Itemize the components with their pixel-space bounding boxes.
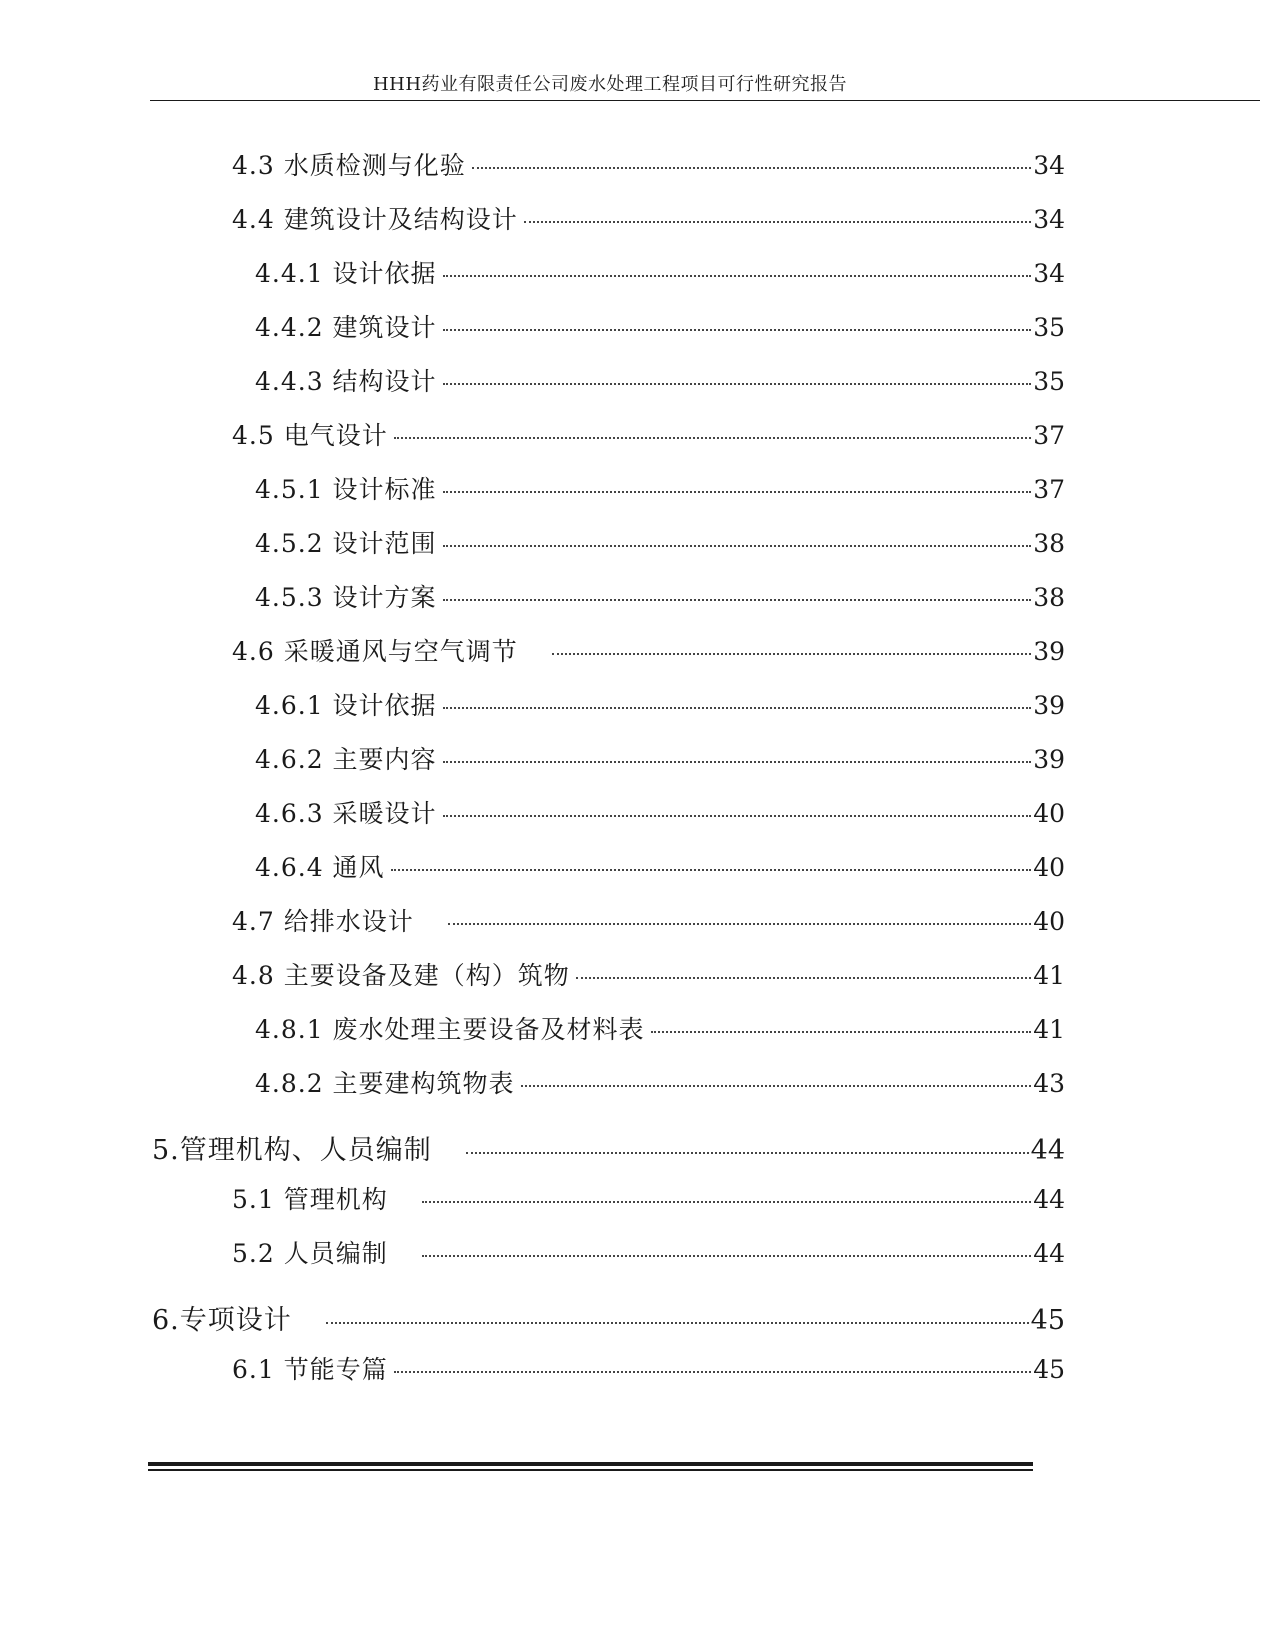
toc-entry[interactable] <box>232 1234 1065 1270</box>
toc-entry[interactable] <box>232 902 1065 938</box>
toc-dot-leader <box>448 923 1031 925</box>
toc-entry-page: 43 <box>1033 1069 1065 1098</box>
toc-entry-label: 6.1 节能专篇 <box>232 1355 388 1384</box>
toc-entry-page: 35 <box>1033 313 1065 342</box>
toc-entry-label: 4.5 电气设计 <box>232 421 388 450</box>
toc-dot-leader <box>521 1085 1032 1087</box>
toc-entry-label: 4.5.1 设计标准 <box>255 475 437 504</box>
toc-entry[interactable] <box>255 362 1065 398</box>
toc-entry-page: 38 <box>1033 583 1065 612</box>
toc-entry-label: 4.6.3 采暖设计 <box>255 799 437 828</box>
toc-entry-label: 4.4.3 结构设计 <box>255 367 437 396</box>
toc-entry-label: 5.管理机构、人员编制 <box>152 1135 432 1166</box>
toc-dot-leader <box>394 1371 1031 1373</box>
toc-entry[interactable] <box>232 200 1065 236</box>
toc-entry-label: 4.8.1 废水处理主要设备及材料表 <box>255 1015 645 1044</box>
toc-entry-label: 4.4 建筑设计及结构设计 <box>232 205 518 234</box>
toc-entry[interactable] <box>255 470 1065 506</box>
toc-entry-page: 41 <box>1033 1015 1065 1044</box>
toc-entry-page: 34 <box>1033 151 1065 180</box>
toc-dot-leader <box>422 1255 1031 1257</box>
footer-rule-thin <box>148 1469 1033 1471</box>
toc-entry[interactable] <box>255 1064 1065 1100</box>
toc-entry[interactable] <box>255 740 1065 776</box>
toc-entry-label: 4.4.1 设计依据 <box>255 259 437 288</box>
toc-entry-page: 39 <box>1033 691 1065 720</box>
toc-dot-leader <box>524 221 1031 223</box>
toc-entry[interactable] <box>255 524 1065 560</box>
toc-entry-page: 34 <box>1033 205 1065 234</box>
toc-entry[interactable] <box>255 1010 1065 1046</box>
toc-entry-label: 4.6.2 主要内容 <box>255 745 437 774</box>
toc-entry-page: 45 <box>1033 1355 1065 1384</box>
toc-entry[interactable] <box>232 416 1065 452</box>
toc-dot-leader <box>422 1201 1031 1203</box>
toc-entry[interactable] <box>232 1180 1065 1216</box>
toc-entry-label: 4.4.2 建筑设计 <box>255 313 437 342</box>
toc-dot-leader <box>443 707 1032 709</box>
document-title: HHH药业有限责任公司废水处理工程项目可行性研究报告 <box>372 74 848 95</box>
toc-entry-label: 4.5.3 设计方案 <box>255 583 437 612</box>
toc-entry-page: 37 <box>1033 475 1065 504</box>
toc-entry[interactable] <box>232 146 1065 182</box>
toc-dot-leader <box>391 869 1032 871</box>
toc-entry[interactable] <box>255 686 1065 722</box>
toc-entry-page: 40 <box>1033 907 1065 936</box>
toc-dot-leader <box>466 1152 1029 1154</box>
toc-dot-leader <box>443 275 1032 277</box>
toc-entry[interactable] <box>152 1128 1065 1167</box>
toc-dot-leader <box>443 761 1032 763</box>
toc-entry[interactable] <box>232 1350 1065 1386</box>
toc-dot-leader <box>443 491 1032 493</box>
toc-dot-leader <box>443 815 1032 817</box>
toc-entry[interactable] <box>152 1298 1065 1337</box>
toc-dot-leader <box>472 167 1031 169</box>
toc-entry-label: 4.6 采暖通风与空气调节 <box>232 637 518 666</box>
toc-entry-label: 4.5.2 设计范围 <box>255 529 437 558</box>
toc-entry-page: 41 <box>1033 961 1065 990</box>
toc-dot-leader <box>443 329 1032 331</box>
toc-entry-page: 35 <box>1033 367 1065 396</box>
toc-entry-page: 44 <box>1033 1239 1065 1268</box>
toc-entry-page: 37 <box>1033 421 1065 450</box>
toc-dot-leader <box>443 545 1032 547</box>
toc-dot-leader <box>443 599 1032 601</box>
toc-dot-leader <box>576 977 1031 979</box>
toc-entry-label: 6.专项设计 <box>152 1305 292 1336</box>
toc-entry-page: 34 <box>1033 259 1065 288</box>
toc-entry-label: 4.3 水质检测与化验 <box>232 151 466 180</box>
toc-entry[interactable] <box>232 956 1065 992</box>
toc-entry-page: 40 <box>1033 799 1065 828</box>
toc-dot-leader <box>394 437 1031 439</box>
toc-entry-page: 45 <box>1030 1305 1065 1336</box>
toc-entry-label: 4.6.1 设计依据 <box>255 691 437 720</box>
toc-entry-label: 5.1 管理机构 <box>232 1185 388 1214</box>
toc-entry[interactable] <box>255 848 1065 884</box>
toc-entry[interactable] <box>255 578 1065 614</box>
toc-entry-label: 4.7 给排水设计 <box>232 907 414 936</box>
toc-entry-label: 4.8 主要设备及建（构）筑物 <box>232 961 570 990</box>
toc-entry-page: 39 <box>1033 637 1065 666</box>
footer-rule <box>148 1462 1033 1466</box>
toc-entry-label: 4.6.4 通风 <box>255 853 385 882</box>
toc-dot-leader <box>443 383 1032 385</box>
toc-entry[interactable] <box>255 254 1065 290</box>
toc-entry-page: 39 <box>1033 745 1065 774</box>
toc-entry-page: 44 <box>1030 1135 1065 1166</box>
toc-entry-page: 38 <box>1033 529 1065 558</box>
toc-entry-page: 44 <box>1033 1185 1065 1214</box>
toc-dot-leader <box>326 1322 1029 1324</box>
toc-dot-leader <box>552 653 1031 655</box>
toc-entry-label: 5.2 人员编制 <box>232 1239 388 1268</box>
toc-dot-leader <box>651 1031 1032 1033</box>
toc-entry-page: 40 <box>1033 853 1065 882</box>
toc-entry[interactable] <box>255 308 1065 344</box>
toc-entry[interactable] <box>255 794 1065 830</box>
toc-entry[interactable] <box>232 632 1065 668</box>
toc-entry-label: 4.8.2 主要建构筑物表 <box>255 1069 515 1098</box>
